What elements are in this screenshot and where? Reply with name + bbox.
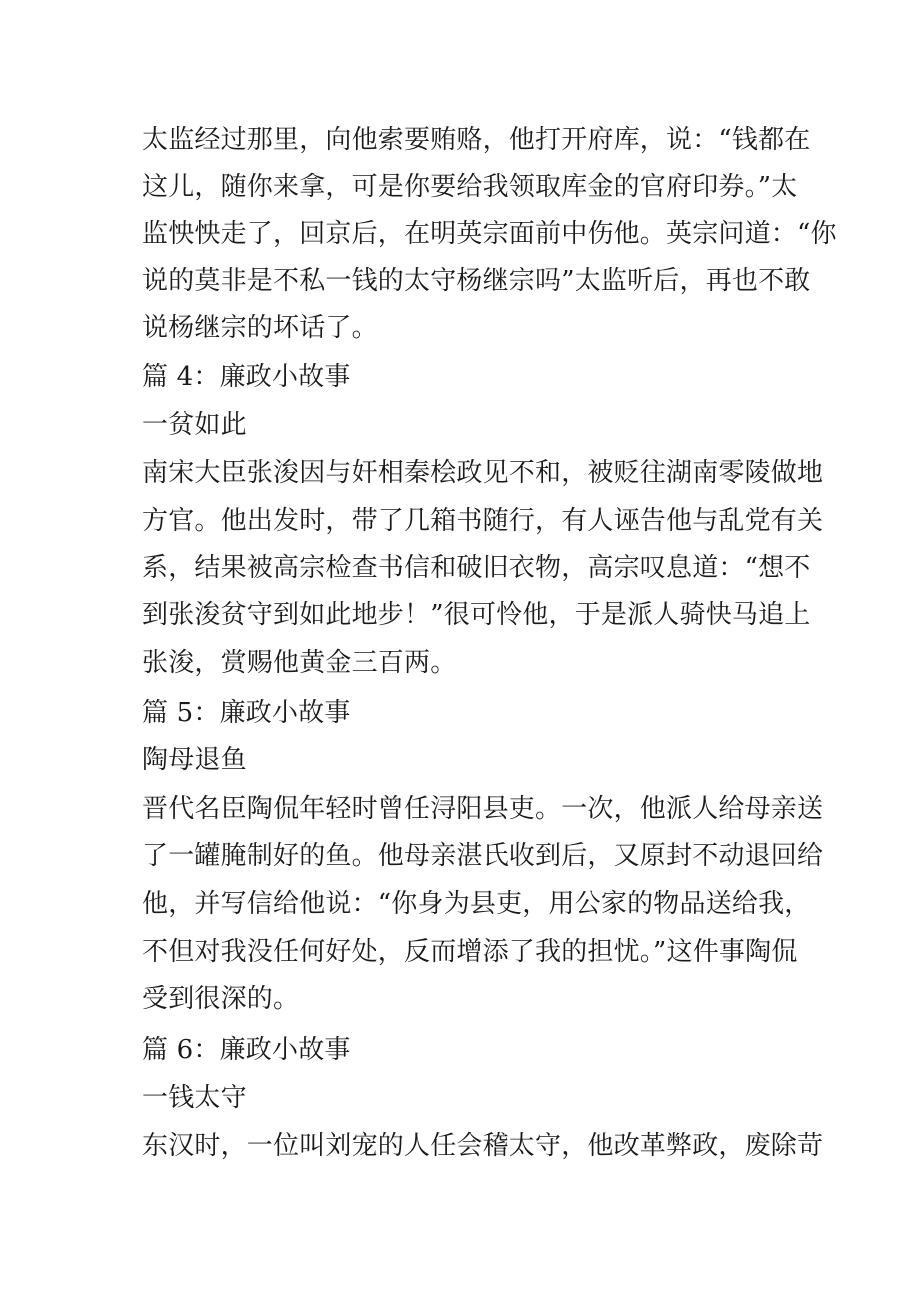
paragraph-line: 监怏怏走了，回京后，在明英宗面前中伤他。英宗问道：“你 (142, 219, 837, 249)
paragraph-line: 南宋大臣张浚因与奸相秦桧政见不和，被贬往湖南零陵做地 (142, 458, 824, 488)
paragraph-line: 受到很深的。 (142, 984, 300, 1014)
paragraph-line: 他，并写信给他说：“你身为县吏，用公家的物品送给我， (142, 889, 811, 919)
paragraph-line: 到张浚贫守到如此地步！”很可怜他，于是派人骑快马追上 (142, 600, 811, 630)
paragraph-line: 不但对我没任何好处，反而增添了我的担忧。”这件事陶侃 (142, 937, 798, 967)
paragraph-line: 太监经过那里，向他索要贿赂，他打开府库，说：“钱都在 (142, 125, 811, 155)
paragraph-line: 了一罐腌制好的鱼。他母亲湛氏收到后，又原封不动退回给 (142, 841, 824, 871)
paragraph-line: 方官。他出发时，带了几箱书随行，有人诬告他与乱党有关 (142, 506, 824, 536)
paragraph-line: 东汉时，一位叫刘宠的人任会稽太守，他改革弊政，废除苛 (142, 1131, 824, 1161)
paragraph-line: 系，结果被高宗检查书信和破旧衣物，高宗叹息道：“想不 (142, 553, 811, 583)
paragraph-line: 说杨继宗的坏话了。 (142, 313, 378, 343)
paragraph-line: 晋代名臣陶侃年轻时曾任浔阳县吏。一次，他派人给母亲送 (142, 794, 824, 824)
story-title: 一钱太守 (142, 1083, 247, 1113)
section-heading: 篇 5：廉政小故事 (142, 698, 351, 728)
paragraph-line: 说的莫非是不私一钱的太守杨继宗吗”太监听后，再也不敢 (142, 266, 811, 296)
section-heading: 篇 4：廉政小故事 (142, 362, 351, 392)
paragraph-line: 张浚，赏赐他黄金三百两。 (142, 648, 457, 678)
section-heading: 篇 6：廉政小故事 (142, 1035, 351, 1065)
story-title: 一贫如此 (142, 410, 247, 440)
paragraph-line: 这儿，随你来拿，可是你要给我领取库金的官府印券。”太 (142, 172, 798, 202)
story-title: 陶母退鱼 (142, 745, 247, 775)
